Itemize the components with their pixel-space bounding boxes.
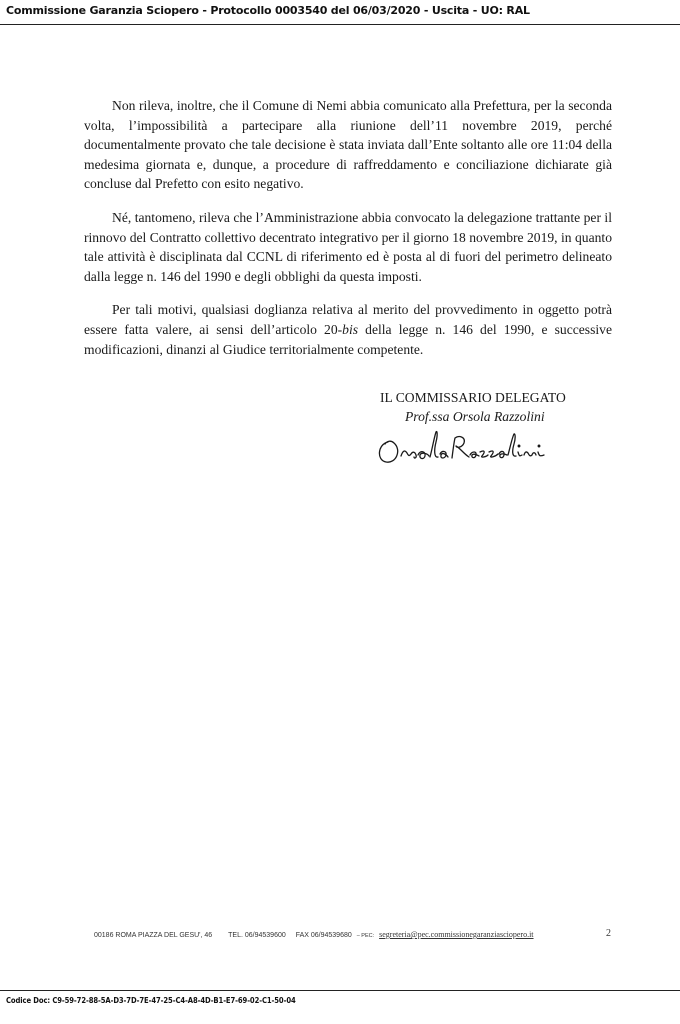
signatory-name: Prof.ssa Orsola Razzolini [405,409,545,424]
signatory-title: IL COMMISSARIO DELEGATO [380,390,566,405]
document-code: Codice Doc: C9-59-72-88-5A-D3-7D-7E-47-25-C4-A8-4D-B1-E7-69-02-C1-50-04 [6,996,296,1005]
footer-telephone: TEL. 06/94539600 [228,932,286,939]
protocol-header: Commissione Garanzia Sciopero - Protocollo 0003540 del 06/03/2020 - Uscita - UO: RAL [6,4,530,17]
paragraph-3-italic: bis [342,321,359,337]
footer-fax: FAX 06/94539680 [295,932,352,939]
footer-pec-label: – PEC: [356,933,375,939]
handwritten-signature [374,424,584,470]
paragraph-3-text-a: Per tali motivi, qualsiasi doglianza relativa al merito del provvedimento in oggetto potrà essere fatta valere, ai sensi dell’articolo 20- [84,302,612,337]
paragraph-3 [84,300,612,359]
page-number: 2 [606,928,611,939]
footer-divider [0,990,680,991]
letter-body [84,96,612,373]
signature-block [380,388,566,426]
header-divider [0,24,680,25]
footer-address: 00186 ROMA PIAZZA DEL GESU', 46 [94,932,213,939]
footer-contact [94,930,624,939]
footer-pec-email-link[interactable]: segreteria@pec.commissionegaranziasciopero.it [379,930,534,939]
paragraph-2: Né, tantomeno, rileva che l’Amministrazione abbia convocato la delegazione trattante per il rinnovo del Contratto collettivo decentrato integrativo per il giorno 18 novembre 2019, in quanto tale attività è disciplinata dal CCNL di riferimento ed è posta al di fuori del perimetro delineato dalla legge n. 146 del 1990 e degli obblighi da questa imposti. [84,209,612,284]
paragraph-3-text-b: della legge n. 146 del 1990, e successive modificazioni, dinanzi al Giudice territorialmente competente. [84,321,612,357]
paragraph-1: Non rileva, inoltre, che il Comune di Nemi abbia comunicato alla Prefettura, per la seconda volta, l’impossibilità a partecipare alla riunione dell’11 novembre 2019, perché documentalmente provato che tale decisione è stata inviata dall’Ente soltanto alle ore 11:04 della medesima giornata e, dunque, a procedure di raffreddamento e conciliazione dichiarate già concluse dal Prefetto con esito negativo. [84,98,612,192]
